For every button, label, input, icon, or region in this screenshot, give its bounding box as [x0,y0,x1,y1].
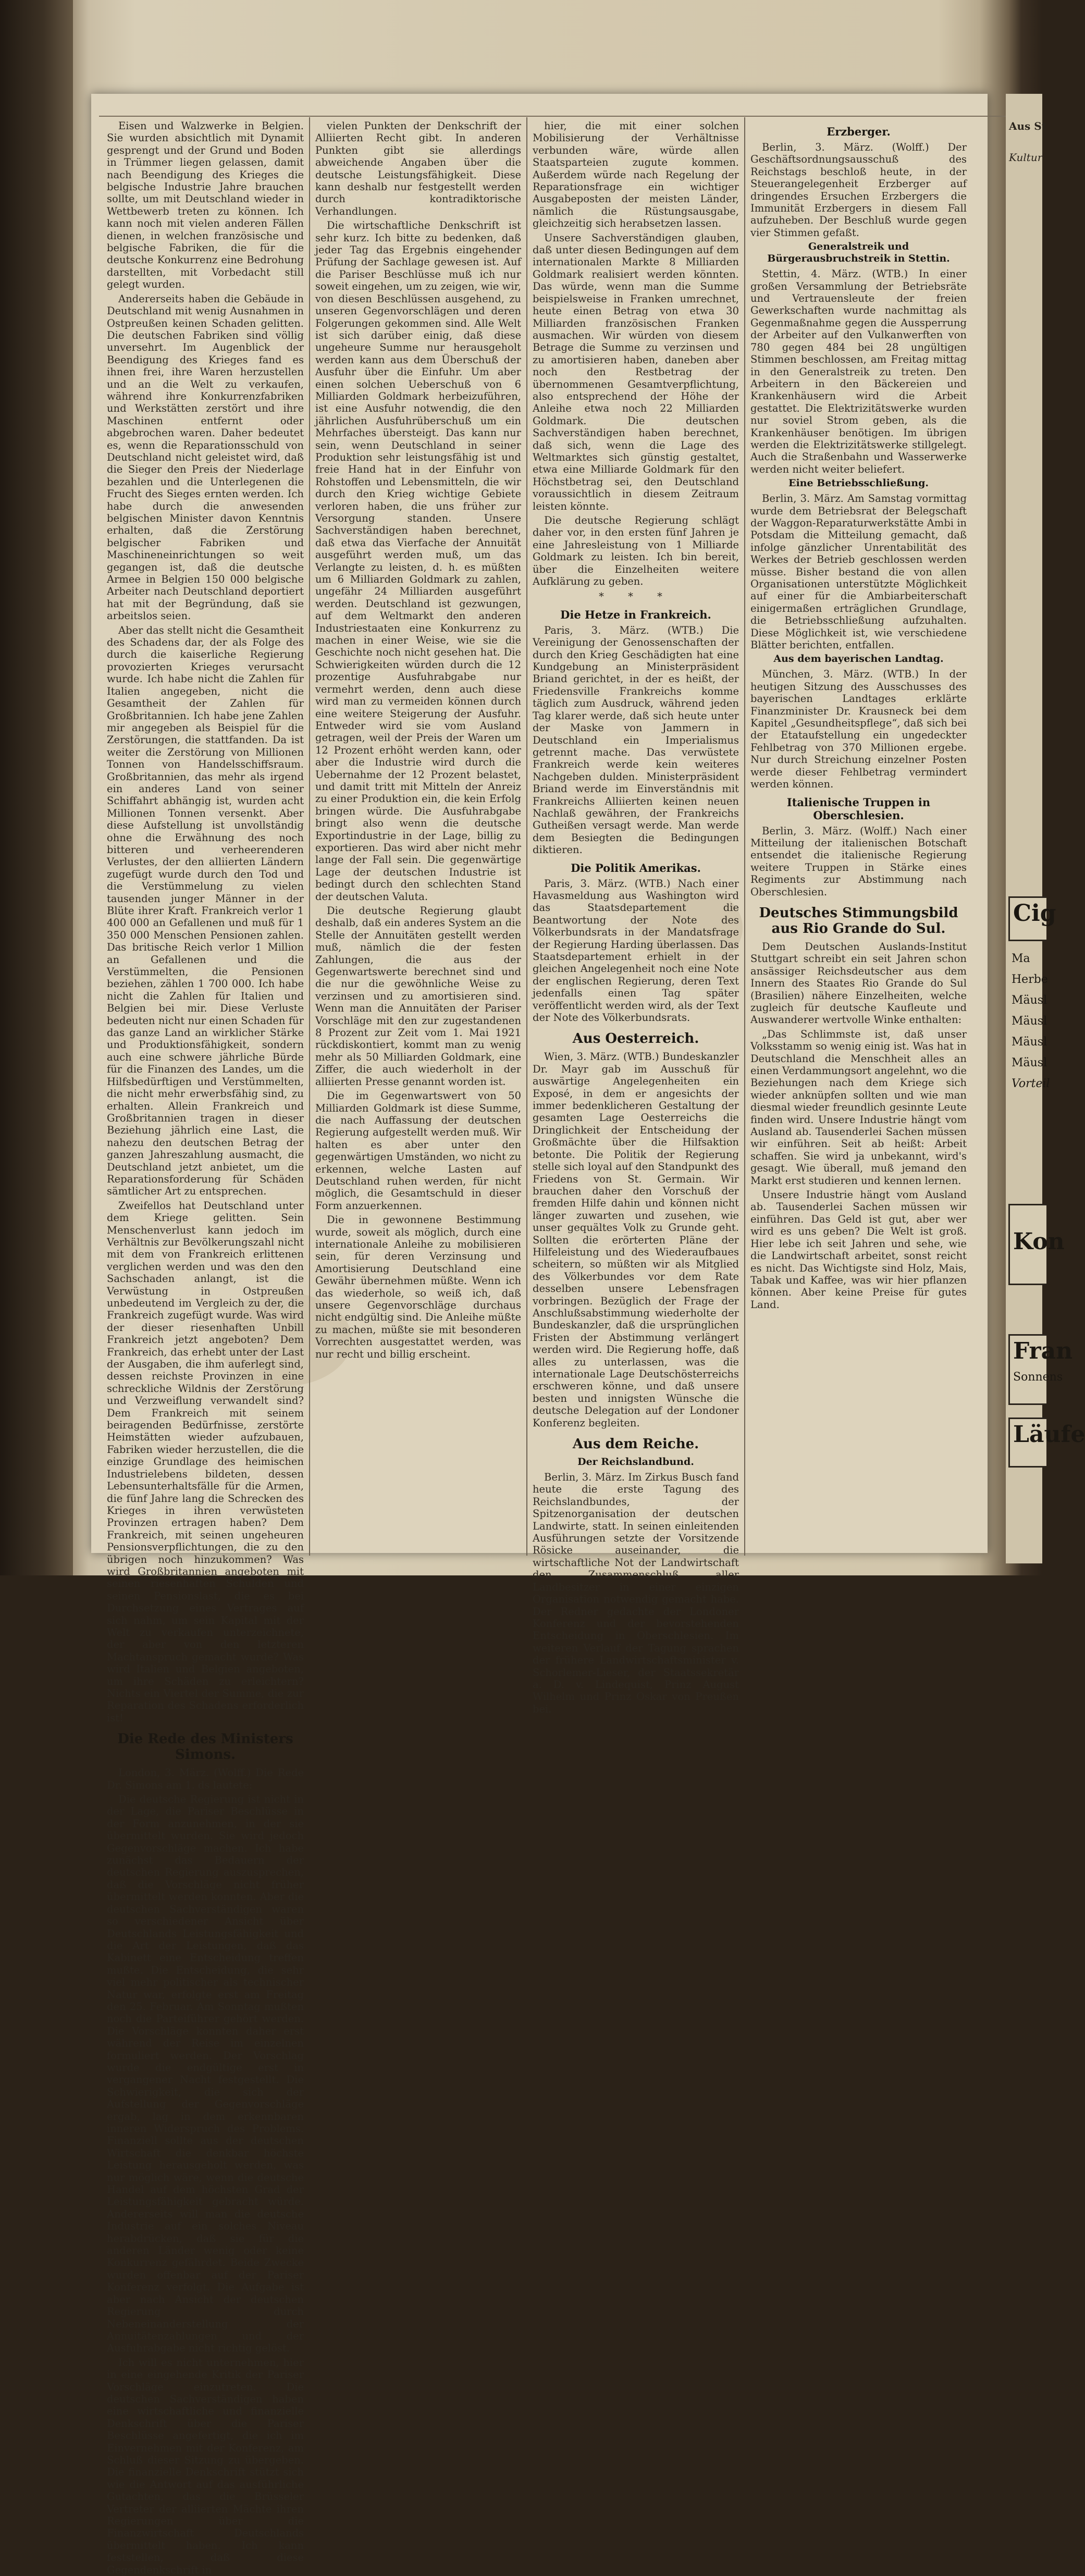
ad-text: Sonnens [1013,1371,1063,1384]
adjacent-ad-fran [1008,1334,1073,1405]
ad-text: Kon [1013,1228,1065,1255]
ad-text: Vorteil [1012,1077,1050,1090]
article-subheadline: Der Reichslandbund. [577,1456,694,1468]
top-rule [99,116,1020,117]
article-paragraph: Die wirtschaftliche Denkschrift ist sehr kurz. Ich bitte zu bedenken, daß jeder Tag das Ergebnis eingehender Prüfung der Sachlage gewesen ist. Auf die Pariser Beschlüsse muß ich nur soweit eingehen, um zu zeigen, wie wir, von diesen Beschlüssen ausgehend, zu unseren Gegenvorschlägen und deren Folgerungen gekommen sind. Alle Welt ist sich darüber einig, daß diese ungeheure Summe nur herausgeholt werden kann aus dem Überschuß der Ausfuhr über die Einfuhr. Um aber einen solchen Ueberschuß von 6 Milliarden Goldmark herbeizuführen, ist eine Ausfuhr notwendig, die den jährlichen Ausfuhrüberschuß um ein Mehrfaches übersteigt. Das kann nur sein, wenn Deutschland in seiner Produktion sehr leistungsfähig ist und freie Hand hat in der Einfuhr von Rohstoffen und Lebensmitteln, die wir durch den Krieg wichtige Gebiete verloren haben, die uns früher zur Versorgung standen. Unsere Sachverständigen haben berechnet, daß etwa das Vierfache der Annuität ausgeführt werden muß, um das Verlangte zu leisten, d. h. es müßten um 6 Milliarden Goldmark zu zahlen, ungefähr 24 Milliarden ausgeführt werden. Deutschland ist gezwungen, auf dem Weltmarkt den anderen Industriestaaten eine Konkurrenz zu machen in einer Weise, wie sie die Geschichte noch nicht gesehen hat. Die Schwierigkeiten würden durch die 12 prozentige Ausfuhrabgabe nur vermehrt werden, denn auch diese wird man zu vermeiden können durch eine weitere Steigerung der Ausfuhr. Entweder wird sie vom Ausland getragen, weil der Preis der Waren um 12 Prozent erhöht werden kann, oder aber die Industrie wird durch die Uebernahme der 12 Prozent belastet, und damit tritt mit Mitteln der Anreiz zu einer Produktion ein, die kein Erfolg bringen würde. Die Ausfuhrabgabe bringt also wenn die deutsche Exportindustrie in der Lage, billig zu exportieren. Das wird aber nicht mehr lange der Fall sein. Die gegenwärtige Lage der deutschen Industrie ist bedingt durch den schlechten Stand der deutschen Valuta. [315,219,521,903]
column-3 [533,120,739,1715]
article-paragraph: Die in gewonnene Bestimmung wurde, soweit als möglich, durch eine internationale Anleihe zu mobilisieren sein, für deren Verzinsung und Amortisierung Deutschland eine Gewähr übernehmen müßte. Wenn ich das wiederhole, so weiß ich, daß unsere Gegenvorschläge durchaus nicht endgültig sind. Die Anleihe müßte zu machen, müßte sie mit besonderen Vorrechten ausgestattet werden, was nur recht und billig erscheint. [315,1214,521,1360]
article-headline: Die Politik Amerikas. [571,861,701,874]
adjacent-subhead: Kultur [1009,151,1043,164]
article-paragraph: Berlin, 3. März. (Wolff.) Der Geschäftsordnungsausschuß des Reichstags beschloß heute, in der Steuerangelegenheit Erzberger auf dringendes Ersuchen Erzbergers die Immunität Erzbergers in diesem Fall aufzuheben. Der Beschluß wurde gegen vier Stimmen gefaßt. [750,141,967,239]
article-headline: Erzberger. [827,125,891,138]
section-separator: * * * [599,590,673,603]
ad-text: Cig [1013,900,1056,927]
ad-text: Mäusl [1012,994,1047,1007]
adjacent-ad-kon [1008,1204,1065,1285]
article-paragraph: Die im Gegenwartswert von 50 Milliarden Goldmark ist diese Summe, die nach Auffassung der deutschen Regierung aufgestellt werden muß. Wir halten es aber unter den gegenwärtigen Umständen, wo nicht zu erkennen, welche Lasten auf Deutschland ruhen werden, für nicht möglich, die Gesamtschuld in dieser Form anzuerkennen. [315,1090,521,1212]
article-headline: Die Hetze in Frankreich. [560,608,711,621]
ad-text: Herbe [1012,973,1048,986]
article-paragraph: Die deutsche Regierung glaubt deshalb, daß ein anderes System an die Stelle der Annuitäten gestellt werden muß, nämlich die der festen Zahlungen, die aus der Gegenwartswerte berechnet sind und die nur die gewöhnliche Weise zu verzinsen und zu amortisieren sind. Wenn man die Annuitäten der Pariser Vorschläge mit den zur zugestandenen 8 Prozent zur Zeit vom 1. Mai 1921 rückdiskontiert, kommt man zu wenig mehr als 50 Milliarden Goldmark, eine Ziffer, die auch wiederholt in der alliierten Presse genannt worden ist. [315,905,521,1088]
article-headline: Italienische Truppen in Oberschlesien. [786,795,931,822]
ad-text: Fran [1013,1338,1073,1364]
article-paragraph: Eisen und Walzwerke in Belgien. Sie wurden absichtlich mit Dynamit gesprengt und der Grund und Boden in Trümmer liegen gelassen, damit nach Beendigung des Krieges die belgische Industrie Jahre brauchen sollte, um mit Deutschland wieder in Wettbewerb treten zu können. Ich kann noch mit vielen anderen Fällen dienen, in welchen französische und belgische Fabriken, die für die deutsche Konkurrenz eine Bedrohung darstellten, mit Vorbedacht still gelegt wurden. [107,120,304,291]
article-subheadline: Generalstreik und Bürgerausbruchstreik in Stettin. [767,241,950,265]
column-rule [744,117,745,1556]
ad-text: Läufe [1013,1421,1085,1448]
article-paragraph: Die deutsche Regierung schlägt daher vor, in den ersten fünf Jahren je eine Jahresleistung von 1 Milliarde Goldmark zu leisten. Ich bin bereit, über die Einzelheiten weitere Aufklärung zu geben. [533,514,739,588]
article-headline: Deutsches Stimmungsbild aus Rio Grande do Sul. [759,905,958,936]
column-2 [315,120,521,1561]
article-headline: Aus Oesterreich. [572,1031,699,1047]
ad-text: Ma [1012,952,1030,965]
article-paragraph: „Das Schlimmste ist, daß unser Volksstamm so wenig einig ist. Was hat in Deutschland die Menschheit alles an einen Verdammungsort angelehnt, wo die Beziehungen nach dem Kriege sich wieder anknüpfen sollten und wie man diesmal wieder freundlich gesinnte Leute finden wird. Unsere Industrie hängt vom Ausland ab. Tausenderlei Sachen müssen wir einführen. Seit ab heißt: Arbeit schaffen. Sie wird ja unbekannt, wird's gesagt. Wie überall, muß jemand den Markt erst studieren und kennen lernen. [750,1028,967,1187]
article-subheadline: Aus dem bayerischen Landtag. [773,653,944,665]
article-paragraph: hier, die mit einer solchen Mobilisierung der Verhältnisse verbunden wäre, würde allen Staatsparteien zugute kommen. Außerdem würde nach Regelung der Reparationsfrage ein wichtiger Ausgabeposten der meisten Länder, nämlich die Rüstungsausgabe, gleichzeitig sich herabsetzen lassen. [533,120,739,230]
article-paragraph: Paris, 3. März. (WTB.) Die Vereinigung der Genossenschaften der durch den Krieg Geschädigten hat eine Kundgebung an Ministerpräsident Briand gerichtet, in der es heißt, der Friedensville Frankreichs komme täglich zum Ausdruck, während jeden Tag klarer werde, daß sich heute unter der Maske von Jammern in Deutschland ein Imperialismus getrennt mache. Das verwüstete Frankreich werde kein weiteres Nachgeben dulden. Ministerpräsident Briand werde im Einverständnis mit Frankreichs Alliierten keinen neuen Nachlaß gewähren, der Frankreichs Gutheißen versagt werde. Man werde dem Besiegten die Bedingungen diktieren. [533,624,739,856]
article-paragraph: Unsere Industrie hängt vom Ausland ab. Tausenderlei Sachen müssen wir einführen. Das Geld ist gut, aber wer wird es uns geben? Die Welt ist groß. Hier lebe ich seit Jahren und sehe, wie die Landwirtschaft arbeitet, sonst reicht es nicht. Das Wichtigste sind Holz, Mais, Tabak und Kaffee, was wir hier pflanzen können. Aber keine Preise für gutes Land. [750,1189,967,1311]
article-paragraph: Aber das stellt nicht die Gesamtheit des Schadens dar, der als Folge des durch die kaiserliche Regierung provozierten Krieges verursacht wurde. Ich habe nicht die Zahlen für Italien angegeben, nicht die Gesamtheit der Zahlen für Großbritannien. Ich habe jene Zahlen mir angegeben als Beispiel für die Zerstörungen, die stattfanden. Da ist weiter die Zerstörung von Millionen Tonnen von Handelsschiffsraum. Großbritannien, das mehr als irgend ein anderes Land von seiner Schiffahrt abhängig ist, wurden acht Millionen Tonnen versenkt. Aber diese Aufstellung ist unvollständig ohne die Erwähnung des noch bitteren und verheerenderen Verlustes, der den alliierten Ländern zugefügt wurde durch den Tod und die Verstümmelung zu vielen tausenden junger Männer in der Blüte ihrer Kraft. Frankreich verlor 1 400 000 an Gefallenen und muß für 1 350 000 Menschen Pensionen zahlen. Das britische Reich verlor 1 Million an Gefallenen und die Verstümmelten, die Pensionen beziehen, zählen 1 700 000. Ich habe nicht die Zahlen für Italien und Belgien bei mir. Diese Verluste bedeuten nicht nur einen Schaden für das ganze Land an wirklicher Stärke und Produktionsfähigkeit, sondern auch eine schwere jährliche Bürde für die Finanzen des Landes, um die Hilfsbedürftigen und Verstümmelten, die nicht mehr erwerbsfähig sind, zu erhalten. Allein Frankreich und Großbritannien tragen in dieser Beziehung jährlich eine Last, die nahezu den deutschen Betrag der ganzen Jahreszahlung ausmacht, die Deutschland jetzt anbietet, um die Reparationsforderung für Schäden sämtlicher Art zu entsprechen. [107,624,304,1198]
article-headline: Aus dem Reiche. [572,1436,699,1452]
article-paragraph: Wien, 3. März. (WTB.) Bundeskanzler Dr. Mayr gab im Ausschuß für auswärtige Angelegenheiten ein Exposé, in dem er angesichts der immer bedenklicheren Gestaltung der gesamten Lage Oesterreichs die Dringlichkeit der Entscheidung der Großmächte über die Hilfsaktion betonte. Die Politik der Regierung stelle sich loyal auf den Standpunkt des Friedens von St. Germain. Wir brauchen daher den Vorschuß der fremden Hilfe dahin und können nicht länger zuwarten und zusehen, wie unser gequältes Volk zu Grunde geht. Sollten die erörterten Pläne der Hilfeleistung und des Wiederaufbaues scheitern, so müßten wir als Mitglied des Völkerbundes vor dem Rate desselben unsere Lebensfragen vorbringen. Bezüglich der Frage der Anschlußsabstimmung wiederholte der Bundeskanzler, daß die ursprünglichen Fristen der Abstimmung verlängert werden wird. Die Regierung hoffe, daß alles zu unterlassen, was die internationale Lage Deutschösterreichs erschweren könne, und daß unsere besten und innigsten Wünsche die deutsche Delegation auf der Londoner Konferenz begleiten. [533,1051,739,1429]
ad-text: Mäusl [1012,1015,1047,1028]
adjacent-ad-cigarettes [1008,896,1056,941]
adjacent-ad-laeufe [1008,1418,1085,1468]
column-4 [750,120,967,1561]
ad-text: Mäusl [1012,1056,1047,1069]
article-paragraph: Andererseits haben die Gebäude in Deutschland mit wenig Ausnahmen in Ostpreußen keinen Schaden gelitten. Die deutschen Fabriken sind völlig unversehrt. Im Augenblick der Beendigung des Krieges fand es ihnen frei, ihre Waren herzustellen und an die Welt zu verkaufen, während ihre Konkurrenzfabriken und Werkstätten zerstört und ihre Maschinen entfernt oder abgebrochen waren. Daher bedeutet es, wenn die Reparationsschuld von Deutschland nicht geleistet wird, daß die Sieger den Preis der Niederlage bezahlen und die Unterlegenen die Frucht des Sieges ernten werden. Ich habe durch die anwesenden belgischen Minister davon Kenntnis erhalten, daß die Zerstörung belgischer Fabriken und Maschineneinrichtungen so weit gegangen ist, daß die deutsche Armee in Belgien 150 000 belgische Arbeiter nach Deutschland deportiert hat mit der Begründung, daß sie arbeitslos seien. [107,292,304,622]
article-paragraph: Unsere Sachverständigen glauben, daß unter diesen Bedingungen auf dem internationalen Markte 8 Milliarden Goldmark realisiert werden könnten. Das würde, wenn man die Summe beispielsweise in Franken umrechnet, heute einen Betrag von etwa 30 Milliarden französischen Franken ausmachen. Wir würden von diesem Betrage die Summe zu verzinsen und zu amortisieren haben, daneben aber noch den Restbetrag der übernommenen Gesamtverpflichtung, also entsprechend der Höhe der Anleihe etwa noch 22 Milliarden Goldmark. Die deutschen Sachverständigen haben berechnet, daß sich, wenn die Lage des Weltmarktes sich günstig gestaltet, etwa eine Milliarde Goldmark für den Höchstbetrag sei, den Deutschland voraussichtlich in diesem Zeitraum leisten könnte. [533,231,739,512]
article-paragraph: Berlin, 3. März. Im Zirkus Busch fand heute die erste Tagung des Reichslandbundes, der Spitzenorganisation der deutschen Landwirte, statt. In seinen einleitenden Ausführungen setzte der Vorsitzende Rösicke auseinander, die wirtschaftliche Not der Landwirtschaft den Zusammenschluß aller Landbesitzer in einer einzigen Organisation notwendig gemacht habe. Der Redner gedachte der Londoner Konferenz und der bevorstehenden Entscheidung in Oberschlesien. Im weiteren Verlauf der Tagung sprachen der frühere Landwirtschaftsminister v. Schorlemer-Lieser, der Staatssekretär a. D. v. Lindequist, Prinz August Wilhelm und Prinz Oskar von Preußen bei. [533,1471,739,1715]
article-paragraph: München, 3. März. (WTB.) In der heutigen Sitzung des Ausschusses des bayerischen Landtages erklärte Finanzminister Dr. Krausneck bei dem Kapitel „Gesundheitspflege“, daß sich bei der Etataufstellung ein ungedeckter Fehlbetrag von 370 Millionen ergebe. Nur durch Streichung einzelner Posten werde dieser Fehlbetrag vermindert werden können. [750,668,967,791]
adjacent-ad-list [1008,948,1050,1178]
article-paragraph: Berlin, 3. März. Am Samstag vormittag wurde dem Betriebsrat der Belegschaft der Waggon-Reparaturwerkstätte Ambi in Potsdam die Mitteilung gemacht, daß infolge gänzlicher Unrentabilität des Werkes der Betrieb geschlossen werden müsse. Bisher bestand die von allen Organisationen unterstützte Möglichkeit auf einer für die Ambiarbeiterschaft einigermaßen erträglichen Grundlage, die Betriebsschließung aufzuhalten. Diese Möglichkeit ist, wie verschiedene Blätter berichten, entfallen. [750,492,967,651]
article-paragraph: Stettin, 4. März. (WTB.) In einer großen Versammlung der Betriebsräte und Vertrauensleute der freien Gewerkschaften wurde nachmittag als Gegenmaßnahme gegen die Aussperrung der Arbeiter auf den Vulkanwerften von 780 gegen 484 bei 28 ungültigen Stimmen beschlossen, am Freitag mittag in den Generalstreik zu treten. Den Arbeitern in den Bäckereien und Krankenhäusern wird die Arbeit gestattet. Die Elektrizitätswerke wurden nur soviel Strom geben, als die Krankenhäuser benötigen. Im übrigen werden die Elektrizitätswerke stillgelegt. Auch die Straßenbahn und Wasserwerke werden nicht weiter beliefert. [750,268,967,475]
article-paragraph: Paris, 3. März. (WTB.) Nach einer Havasmeldung aus Washington wird das Staatsdepartement die Beantwortung der Note des Völkerbundsrats in der Mandatsfrage der Regierung Harding überlassen. Das Staatsdepartement erhielt in der gleichen Angelegenheit noch eine Note der englischen Regierung, deren Text jedenfalls einen Tag später veröffentlicht werden wird, als der Text der Note des Völkerbundsrats. [533,877,739,1024]
ad-text: Mäusl [1012,1036,1047,1049]
article-paragraph: Ich will es nicht unternehmen, hier in eine eingehende Kritik der Pariser Vorschläge einzutreten. Die deutschen Sachverständigen haben eine wirtschaftliche und finanzielle Denkschrift über die Pariser Beschlüsse angefertigt, die ich im Einvernehmen mit der Konferenz, am Schluß dieser Sitzung zu übergeben. Die finanzielle Denkschrift stützt sich wie die Antwort auf das ausführliche Gutachten, das die Brüsseler Vertreter der alliierten Mächte ihren Regierungen über die Finanzwirtschaft Deutschlands übermittelt haben. Ich kann feststellen, daß diese Gegendenkschrift in [107,2356,304,2576]
article-paragraph: Dem Deutschen Auslands-Institut Stuttgart schreibt ein seit Jahren schon ansässiger Reichsdeutscher aus dem Innern des Staates Rio Grande do Sul (Brasilien) nähere Einzelheiten, welche zugleich für deutsche Kaufleute und Auswanderer wertvolle Winke enthalten: [750,940,967,1026]
column-1 [107,120,304,2576]
article-headline: Die Rede des Ministers Simons. [117,1731,293,1763]
article-paragraph: vielen Punkten der Denkschrift der Alliierten Recht gibt. In anderen Punkten gibt sie allerdings abweichende Angaben über die deutsche Leistungsfähigkeit. Diese kann deshalb nur festgestellt werden durch kontradiktorische Verhandlungen. [315,120,521,217]
book-spine [0,0,73,1575]
adjacent-headline: Aus St [1009,120,1046,132]
article-paragraph: Berlin, 3. März. (Wolff.) Nach einer Mitteilung der italienischen Botschaft entsendet die italienische Regierung weitere Truppen in Stärke eines Regiments zur Abstimmung nach Oberschlesien. [750,824,967,898]
article-paragraph: Die deutsche Regierung ist nicht in der Lage, die Pariser Beschlüsse in der Form anzunehmen, in der sie übermittelt wurden. Sie wird jedoch Gegenvorschläge machen. Ich habe zunächst das Bedauern der deutschen Regierung auszusprechen, daß die Vorschläge nicht früher übermittelt werden konnten. Aber die deutschen Sachverständigen waren so verschiedener Ansicht über Deutschlands Leistungsfähigkeit und die Art der Leistungen, daß das Kabinett eine Entscheidung treffen mußte. Die Entscheidung, die sehr viel mehr politischer als technischer Natur war, erfolgte erst am Freitag den 25. Februar. Am Sonntag mußten noch die Parteiführer gehört werden. Die Vorschläge konnten daher erst während der Reise im einzelnen formuliert werden. Der Vorschlag wurde die endgültige erst in vergangener Nacht festgestellt. Die Schwierigkeit, die sich der Aufstellung der Gegenvorschläge ergab, lag in dem erkennbaren inneren Widerspruch des Problems. Finanziell sollte aus der deutschen Wirtschaft die denkbar höchste Leistung herausgeholt werden, was nur möglich wäre, wenn die deutsche Handel auf dem höchsten Grad der Leistungsfähigkeit gebracht würde. Andererseits will man die deutsche Industrie auf ein solches Niveau herabdrücken, daß sie für die anderen Länder wenig oder keine Konkurrenz gefährdet. Beide Zwecke wurden offenbar auf der Pariser Konferenz verfolgt. Die Aufgabe ist aber nach Ansicht der deutschen Regierung durch Nebeneinanderstellung der Annuitätenzahlungen und der Ausfuhrabgabe nicht richtig gelöst. [107,1793,304,2355]
column-rule [309,117,310,1556]
article-paragraph: Zweifellos hat Deutschland unter dem Kriege gelitten. Sein Menschenverlust kann jedoch im Verhältnis zur Bevölkerungszahl nicht mit dem von Frankreich erlittenen verglichen werden und was den den Sachschaden anlangt, ist die Verwüstung in Ostpreußen unbedeutend im Vergleich zu der, die Frankreich zugefügt wurde. Was wird der dieser riesenhaften Unbill Frankreich jetzt angeboten? Dem Frankreich, das erhebt unter der Last der Ausgaben, die ihm auferlegt sind, dessen reichste Provinzen in eine schreckliche Wildnis der Zerstörung und Verzweiflung verwandelt sind? Dem Frankreich mit seinem beiragenden Bedürfnisse, zerstörte Heimstätten wieder aufzubauen, Fabriken wieder herzustellen, die die einzige Grundlage des heimischen Industrielebens bildeten, dessen Lebensunterhaltsfälle für die Armen, die fünf Jahre lang die Schrecken des Krieges in ihren verwüsteten Provinzen ertragen haben? Dem Frankreich, mit seinen ungeheuren Pensionsverpflichtungen, die zu den übrigen noch hinzukommen? Was wird Großbritannien angeboten mit seinen riesenhaften Schulden und seinen Pensionslast, die es bei Durchsetzung eines Vertrages auf sich nahm, um sein Kapital mit der Welt zu verkaufen unterzeichnete, der aber von den letzteren Machtanspruch gemacht wurde? Was wird Italien und Belgien angeboten, um ihre Schäden zu erleichtern? Nichts ein Viertel der Summe, die zur Reparation des Schadens erforderlich ist! [107,1199,304,1724]
column-rule [526,117,527,1556]
article-subheadline: Eine Betriebsschließung. [788,477,929,489]
article-paragraph: London, 3. März. (Wolff.) Die Rede Dr. Simons am 1. ds lautete: [107,1767,304,1791]
